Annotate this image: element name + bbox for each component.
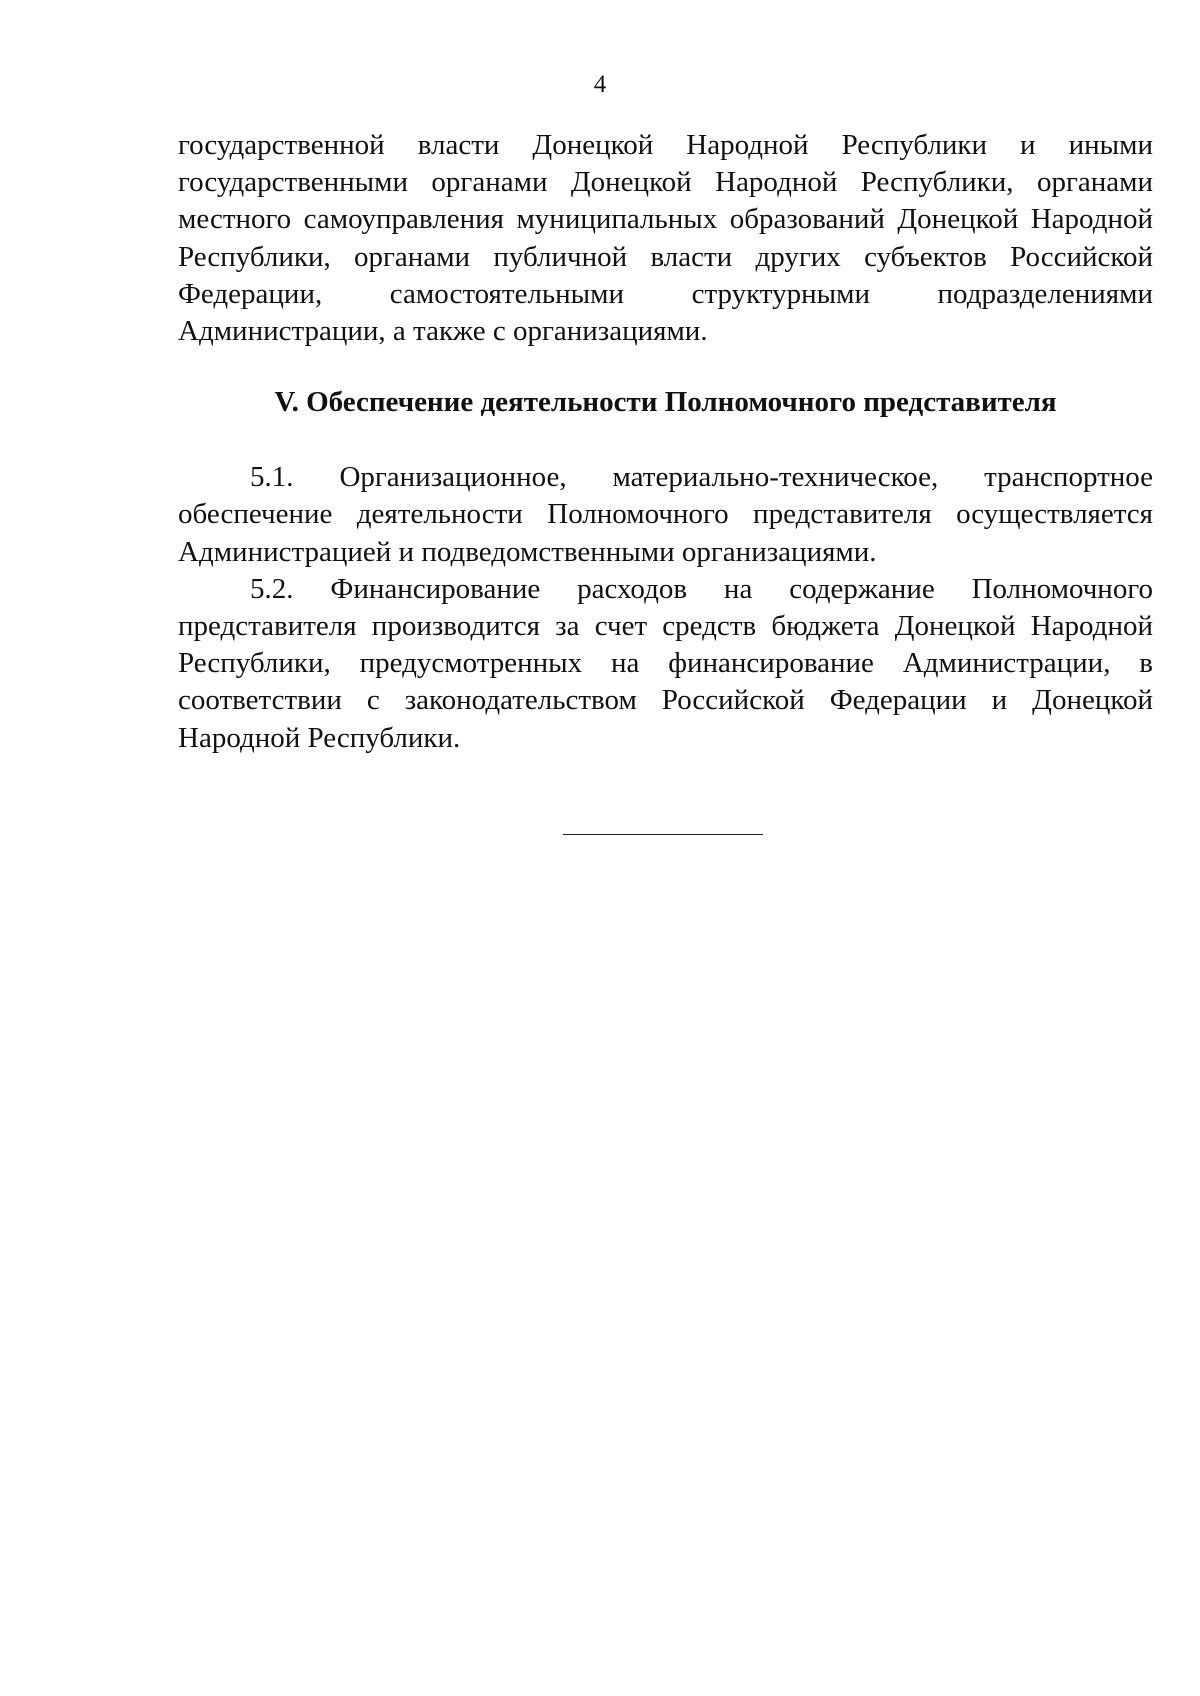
- clause-5-1: 5.1. Организационное, материально-техническое, транспортное обеспечение деятельности Полномочного представителя осуществляется Администрацией и подведомственными организациями.: [178, 461, 1153, 568]
- section-heading: V. Обеспечение деятельности Полномочного представителя: [274, 386, 1057, 419]
- document-body: [178, 127, 1153, 757]
- end-of-document-rule: [563, 834, 763, 835]
- clause-5-2: 5.2. Финансирование расходов на содержание Полномочного представителя производится за счет средств бюджета Донецкой Народной Республики, предусмотренных на финансирование Администрации, в соответствии с законодательством Российской Федерации и Донецкой Народной Республики.: [178, 572, 1153, 754]
- continued-paragraph: государственной власти Донецкой Народной Республики и иными государственными органами Донецкой Народной Республики, органами местного самоуправления муниципальных образований Донецкой Народной Республики, органами публичной власти других субъектов Российской Федерации, самостоятельными структурными подразделениями Администрации, а также с организациями.: [178, 129, 1153, 348]
- page-number: 4: [593, 71, 607, 98]
